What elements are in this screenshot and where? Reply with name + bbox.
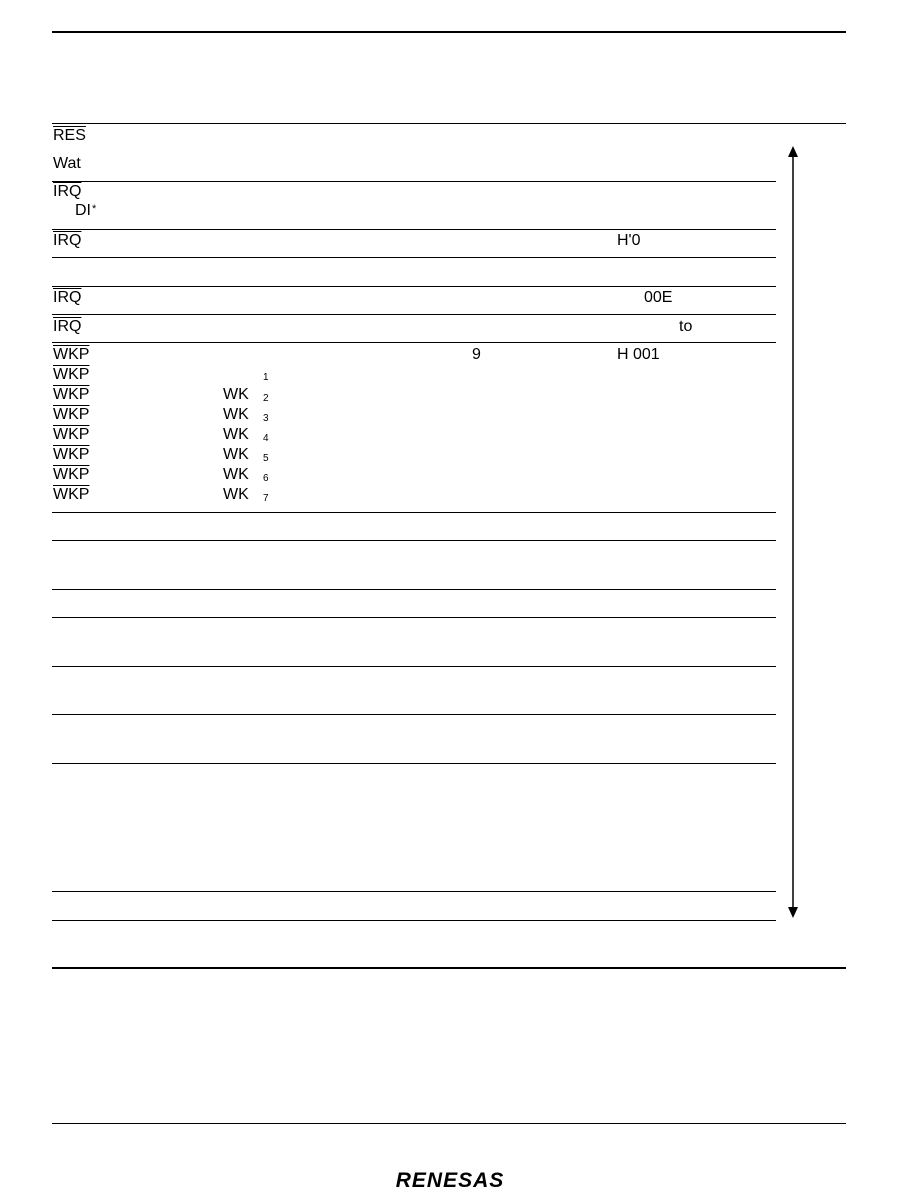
- row-divider: [52, 314, 776, 315]
- row-divider: [52, 763, 776, 764]
- vector-number: 9: [472, 346, 481, 363]
- wkp-pin-label: $\overline{WKP}$: [53, 446, 90, 463]
- wkp-index: 7: [263, 493, 269, 504]
- wkp-pin-label: $\overline{WKP}$: [53, 426, 90, 443]
- row-divider: [52, 540, 776, 541]
- irq-pin-label: $\overline{IRQ}$: [53, 289, 82, 306]
- row-divider: [52, 512, 776, 513]
- wkp-index: 6: [263, 473, 269, 484]
- wkp-pin-label: $\overline{WKP}$: [53, 346, 90, 363]
- irq-pin-label: $\overline{IRQ}$: [53, 318, 82, 335]
- row-divider: [52, 229, 776, 230]
- wkp-pin-label: $\overline{WKP}$: [53, 466, 90, 483]
- row-divider: [52, 589, 776, 590]
- wkp-flag: WK: [223, 386, 249, 403]
- row-divider: [52, 181, 776, 182]
- priority-arrow: [784, 146, 802, 918]
- wkp-index: 1: [263, 372, 269, 383]
- wkp-flag: WK: [223, 466, 249, 483]
- header-rule: [52, 31, 846, 33]
- watchdog-label: Wat: [53, 155, 81, 172]
- row-divider: [52, 342, 776, 343]
- row-divider: [52, 617, 776, 618]
- di-footnote-mark: *: [92, 203, 97, 215]
- wkp-flag: WK: [223, 406, 249, 423]
- wkp-pin-label: $\overline{WKP}$: [53, 406, 90, 423]
- di-label: [75, 202, 96, 220]
- irq-pin-label: $\overline{IRQ}$: [53, 232, 82, 249]
- wkp-pin-label: $\overline{WKP}$: [53, 366, 90, 383]
- footer-rule: [52, 1123, 846, 1124]
- wkp-pin-label: $\overline{WKP}$: [53, 386, 90, 403]
- vector-address: 00E: [644, 289, 673, 306]
- wkp-index: 5: [263, 453, 269, 464]
- wkp-pin-label: $\overline{WKP}$: [53, 486, 90, 503]
- wkp-index: 4: [263, 433, 269, 444]
- renesas-logo: [375, 1168, 525, 1192]
- row-divider: [52, 714, 776, 715]
- table-bottom-rule: [52, 967, 846, 969]
- vector-address: H 001: [617, 346, 660, 363]
- wkp-index: 2: [263, 393, 269, 404]
- wkp-flag: WK: [223, 446, 249, 463]
- res-pin-label: $\overline{RES}$: [53, 127, 86, 144]
- row-divider: [52, 920, 776, 921]
- wkp-index: 3: [263, 413, 269, 424]
- vector-address: H'0: [617, 232, 641, 249]
- table-top-rule: [52, 123, 846, 124]
- row-divider: [52, 891, 776, 892]
- row-divider: [52, 286, 776, 287]
- row-divider: [52, 666, 776, 667]
- wkp-flag: WK: [223, 426, 249, 443]
- di-text: DI: [75, 202, 91, 219]
- vector-address: to: [679, 318, 693, 335]
- wkp-flag: WK: [223, 486, 249, 503]
- svg-text:RENESAS: RENESAS: [395, 1169, 505, 1192]
- row-divider: [52, 257, 776, 258]
- irq-pin-label: $\overline{IRQ}$: [53, 183, 82, 200]
